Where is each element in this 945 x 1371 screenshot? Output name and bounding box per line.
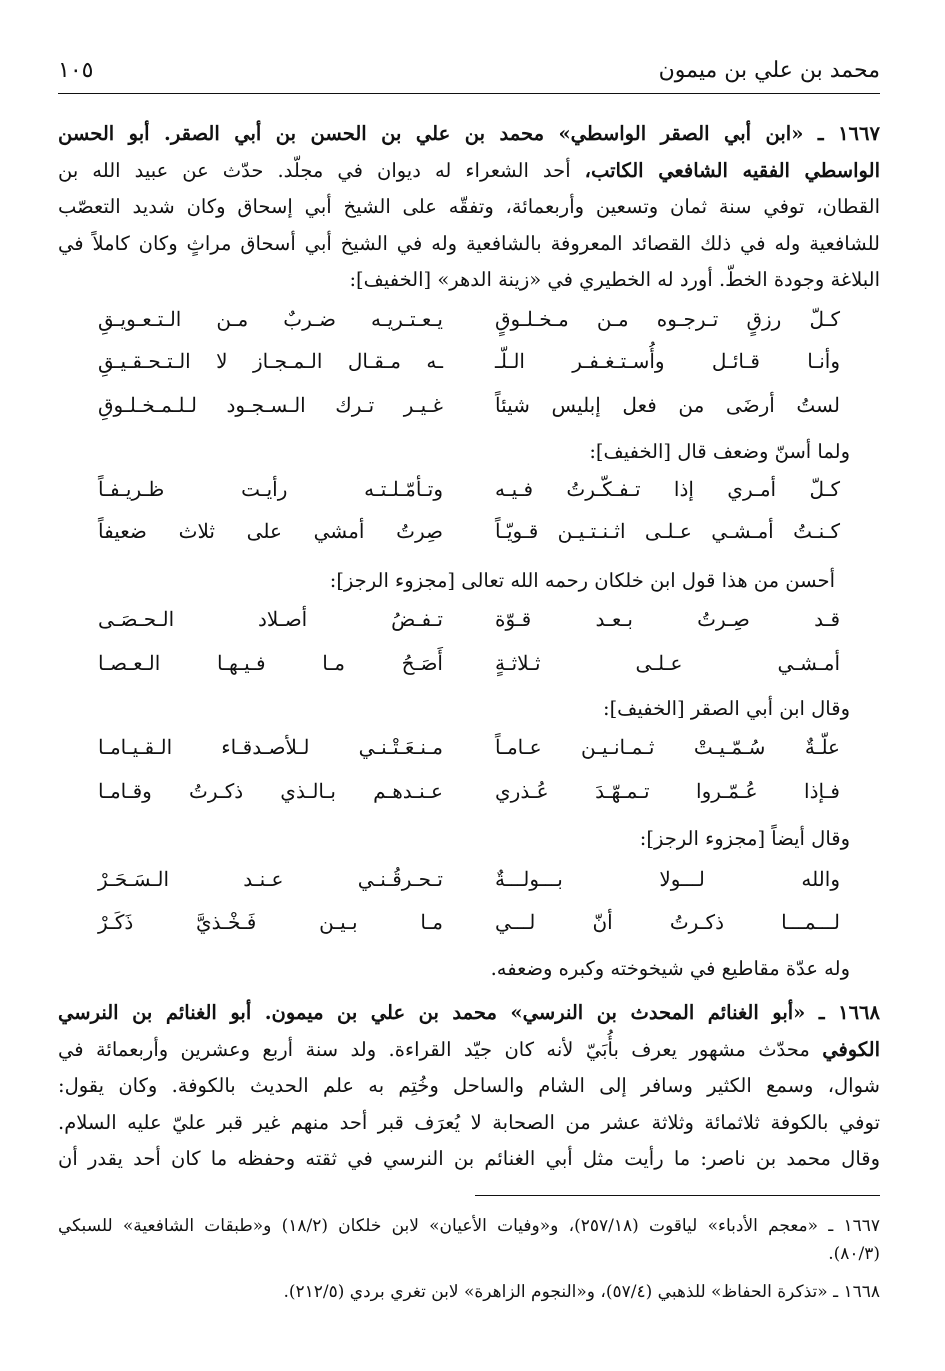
running-title: محمد بن علي بن ميمون: [658, 58, 880, 83]
verse-line: [58, 393, 880, 433]
verse-second-hemistich: وتـأمّـلـتـه رأيـت ظـريـفـاً: [98, 477, 443, 501]
after-poems-text: وله عدّة مقاطيع في شيخوخته وكبره وضعفه.: [490, 957, 850, 980]
verse-second-hemistich: عـنـدهـم بـالـذي ذكـرتُ وقـامـا: [98, 779, 443, 803]
entry-heading: «ابن أبي الصقر الواسطي» محمد بن علي بن الحسن بن أبي الصقر. أبو الحسن: [58, 122, 804, 145]
book-page: [58, 52, 880, 1352]
entry-1667-line-3: القطان، توفي سنة ثمان وتسعين وأربعمائة، وتفقّه على الشيخ أبي إسحاق وكان شديد التعصّب: [58, 195, 880, 218]
verse-line: [58, 349, 880, 389]
verse-line: [58, 519, 880, 559]
entry-1667-paragraph: [58, 116, 880, 299]
page-number: ١٠٥: [58, 58, 94, 83]
verse-second-hemistich: يـعـتـريـه ضـربٌ مـن الـتـعـويـقِ: [98, 307, 443, 331]
footnote-1667: [58, 1212, 880, 1268]
poem-intro: وقال ابن أبي الصقر [الخفيف]:: [603, 697, 850, 720]
footnote-line: ١٦٦٨ ـ «تذكرة الحفاظ» للذهبي (٥٧/٤)، و«النجوم الزاهرة» لابن تغري بردي (٢١٢/٥).: [283, 1282, 880, 1302]
verse-second-hemistich: تـفـضُ أصـلاد الـحـصَـى: [98, 607, 443, 631]
verse-first-hemistich: كـلّ رزقٍ تـرجـوه مـن مـخـلـوقٍ: [495, 307, 840, 331]
entry-1668-line-2: [58, 1032, 880, 1069]
entry-1668-paragraph: [58, 995, 880, 1178]
entry-heading-continuation: الكوفي: [822, 1037, 880, 1061]
entry-heading-continuation: الواسطي الفقيه الشافعي الكاتب،: [584, 158, 880, 182]
verse-second-hemistich: ـه مـقـال الـمـجـاز لا الـتـحـقـيـقِ: [98, 349, 443, 373]
entry-number: ١٦٦٨ ـ: [818, 1001, 880, 1024]
running-header: [58, 58, 880, 88]
body-text: محدّث مشهور يعرف بأُبَيّ لأنه كان جيّد القراءة. ولد سنة أربع وعشرين وأربعمائة في: [58, 1037, 823, 1061]
footnote-1668: [58, 1278, 880, 1306]
entry-1667-line-1: [58, 116, 880, 153]
footnote-separator: [475, 1195, 880, 1196]
verse-second-hemistich: غـيـر تـرك الـسـجـود لـلـمـخـلـوقِ: [98, 393, 443, 417]
entry-heading: «أبو الغنائم المحدث بن النرسي» محمد بن علي بن ميمون. أبو الغنائم بن النرسي: [58, 1001, 806, 1024]
entry-1667-line-4: للشافعية وله في ذلك القصائد المعروفة بالشافعية وله في الشيخ أبي أسحاق مراثٍ وكان كاملاً في: [58, 231, 880, 255]
verse-first-hemistich: لستُ أرضَى من فعل إبليس شيئاً: [495, 393, 840, 417]
poem-intro: وقال أيضاً [مجزوء الرجز]:: [639, 827, 850, 850]
verse-line: [58, 307, 880, 347]
verse-first-hemistich: فـإذا عُـمّـروا تـمـهّـدَ عُـذري: [495, 779, 840, 803]
header-rule: [58, 93, 880, 94]
verse-line: [58, 910, 880, 950]
entry-1668-line-1: [58, 995, 880, 1032]
verse-line: [58, 607, 880, 647]
footnote-line: (٨٠/٣).: [828, 1244, 880, 1264]
verse-first-hemistich: كـلّ أمـري إذا تـفـكّـرتُ فـيـه: [495, 477, 840, 501]
body-text: أحد الشعراء له ديوان في مجلّد. حدّث عن عبيد الله بن: [58, 158, 585, 182]
verse-first-hemistich: كـنـتُ أمـشـي عـلـى اثـنـتـيـن قـويّـاً: [495, 519, 840, 543]
verse-first-hemistich: علّـةٌ سُـمّـيـتْ ثـمـانـيـن عـامـاً: [495, 735, 840, 759]
verse-line: [58, 867, 880, 907]
entry-number: ١٦٦٧ ـ: [817, 122, 880, 145]
verse-first-hemistich: لـــمـــا ذكـرتُ أنّ لـــي: [495, 910, 840, 934]
verse-line: [58, 779, 880, 819]
verse-second-hemistich: صِرتُ أمشي على ثلاث ضعيفاً: [98, 519, 443, 543]
verse-first-hemistich: والله لـــولا بـــولـــةٌ: [495, 867, 840, 891]
verse-second-hemistich: أَصَـحُ مـا فـيـهـا الـعـصـا: [98, 651, 443, 675]
poem-intro: ولما أسنّ وضعف قال [الخفيف]:: [589, 440, 850, 463]
verse-second-hemistich: تـحـرقُـنـي عـنـد الـسَـحَـرْ: [98, 867, 443, 891]
verse-line: [58, 651, 880, 691]
entry-1668-line-4: توفي بالكوفة ثلاثمائة وثلاثة عشر من الصحابة لا يُعرَف قبر أحد منهم غير قبر عليّ عليه السلام.: [58, 1110, 880, 1134]
verse-line: [58, 735, 880, 775]
entry-1667-line-5: البلاغة وجودة الخطّ. أورد له الخطيري في «زينة الدهر» [الخفيف]:: [349, 268, 880, 291]
poem-intro: أحسن من هذا قول ابن خلكان رحمه الله تعالى [مجزوء الرجز]:: [329, 569, 835, 592]
verse-first-hemistich: أمـشـي عـلـى ثـلاثـةٍ: [495, 651, 840, 675]
verse-line: [58, 477, 880, 517]
entry-1667-line-2: [58, 153, 880, 190]
entry-1668-line-5: وقال محمد بن ناصر: ما رأيت مثل أبي الغنائم بن النرسي في ثقته وحفظه ما كان أحد يقدر أن: [58, 1147, 880, 1170]
verse-first-hemistich: قـد صِـرتُ بـعـد قـوّة: [495, 607, 840, 631]
entry-1668-line-3: شوال، وسمع الكثير وسافر إلى الشام والساحل وخُتِم به علم الحديث بالكوفة. وكان يقول:: [58, 1074, 880, 1097]
footnote-line: ١٦٦٧ ـ «معجم الأدباء» لياقوت (٢٥٧/١٨)، و«وفيات الأعيان» لابن خلكان (١٨/٢) و«طبقات الشافعية» للسبكي: [58, 1216, 881, 1236]
verse-second-hemistich: مـا بـيـن فَـخْـذيَّ ذَكَـرْ: [98, 910, 443, 934]
verse-first-hemistich: وأنـا قـائـل وأُسـتـغـفـر الـلّـ: [495, 349, 840, 373]
verse-second-hemistich: مـنـعَـتْـنـي لـلأصـدقـاء الـقـيـامـا: [98, 735, 443, 759]
